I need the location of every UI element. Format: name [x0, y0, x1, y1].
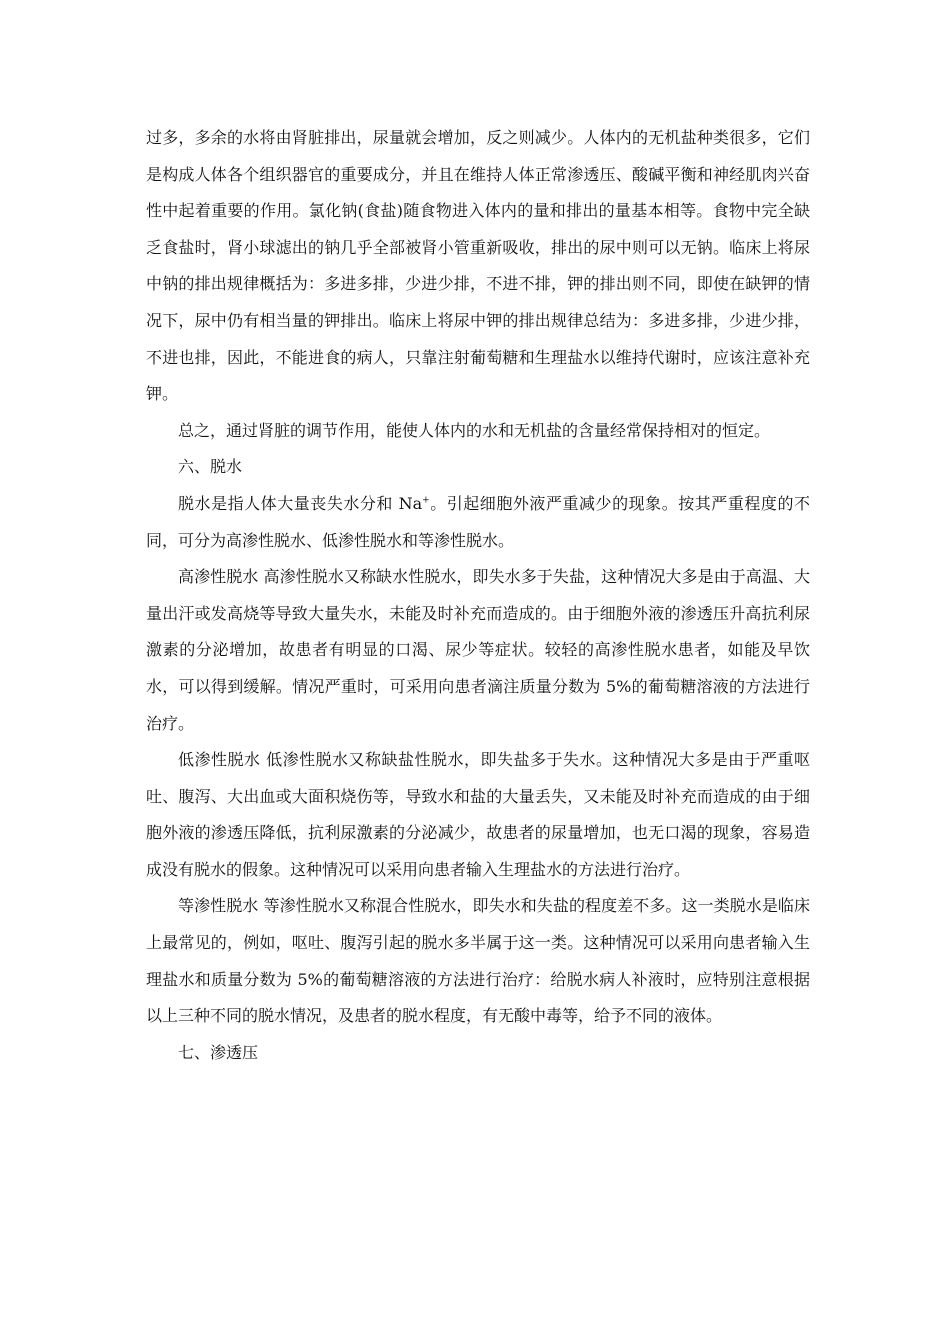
paragraph-hypertonic-dehydration: 高渗性脱水 高渗性脱水又称缺水性脱水，即失水多于失盐，这种情况大多是由于高温、大量出汗或发高烧等导致大量失水，未能及时补充而造成的。由于细胞外液的渗透压升高抗利尿激素的分泌增加，故患者有明显的口渴、尿少等症状。较轻的高渗性脱水患者，如能及早饮水，可以得到缓解。情况严重时，可采用向患者滴注质量分数为 5%的葡萄糖溶液的方法进行治疗。	[146, 567, 810, 733]
paragraph-water-salt-excretion: 过多，多余的水将由肾脏排出，尿量就会增加，反之则减少。人体内的无机盐种类很多，它们是构成人体各个组织器官的重要成分，并且在维持人体正常渗透压、酸碱平衡和神经肌肉兴奋性中起着重要的作用。氯化钠(食盐)随食物进入体内的量和排出的量基本相等。食物中完全缺乏食盐时，肾小球滤出的钠几乎全部被肾小管重新吸收，排出的尿中则可以无钠。临床上将尿中钠的排出规律概括为：多进多排，少进少排，不进不排，钾的排出则不同，即使在缺钾的情况下，尿中仍有相当量的钾排出。临床上将尿中钾的排出规律总结为：多进多排，少进少排，不进也排，因此，不能进食的病人，只靠注射葡萄糖和生理盐水以维持代谢时，应该注意补充钾。	[146, 128, 810, 404]
sodium-ion-superscript: +	[422, 495, 430, 506]
section-heading-osmotic-pressure: 七、渗透压	[178, 1042, 259, 1062]
dehydration-definition-text-before: 脱水是指人体大量丧失水分和 Na	[178, 493, 423, 513]
paragraph-dehydration-definition	[146, 486, 810, 559]
document-body	[146, 120, 810, 1071]
paragraph-isotonic-dehydration: 等渗性脱水 等渗性脱水又称混合性脱水，即失水和失盐的程度差不多。这一类脱水是临床上最常见的，例如，呕吐、腹泻引起的脱水多半属于这一类。这种情况可以采用向患者输入生理盐水和质量分数为 5%的葡萄糖溶液的方法进行治疗：给脱水病人补液时，应特别注意根据以上三种不同的脱水情况，及患者的脱水程度，有无酸中毒等，给予不同的液体。	[146, 896, 810, 1026]
paragraph-hypotonic-dehydration: 低渗性脱水 低渗性脱水又称缺盐性脱水，即失盐多于失水。这种情况大多是由于严重呕吐、腹泻、大出血或大面积烧伤等，导致水和盐的大量丢失，又未能及时补充而造成的由于细胞外液的渗透压降低，抗利尿激素的分泌减少，故患者的尿量增加，也无口渴的现象，容易造成没有脱水的假象。这种情况可以采用向患者输入生理盐水的方法进行治疗。	[146, 750, 810, 879]
dehydration-definition-text-after: 。引起细胞外液严重减少的现象。按其严重程度的不同，可分为高渗性脱水、低渗性脱水和等渗性脱水。	[146, 493, 810, 550]
section-heading-dehydration: 六、脱水	[178, 457, 243, 477]
paragraph-summary: 总之，通过肾脏的调节作用，能使人体内的水和无机盐的含量经常保持相对的恒定。	[178, 420, 771, 440]
